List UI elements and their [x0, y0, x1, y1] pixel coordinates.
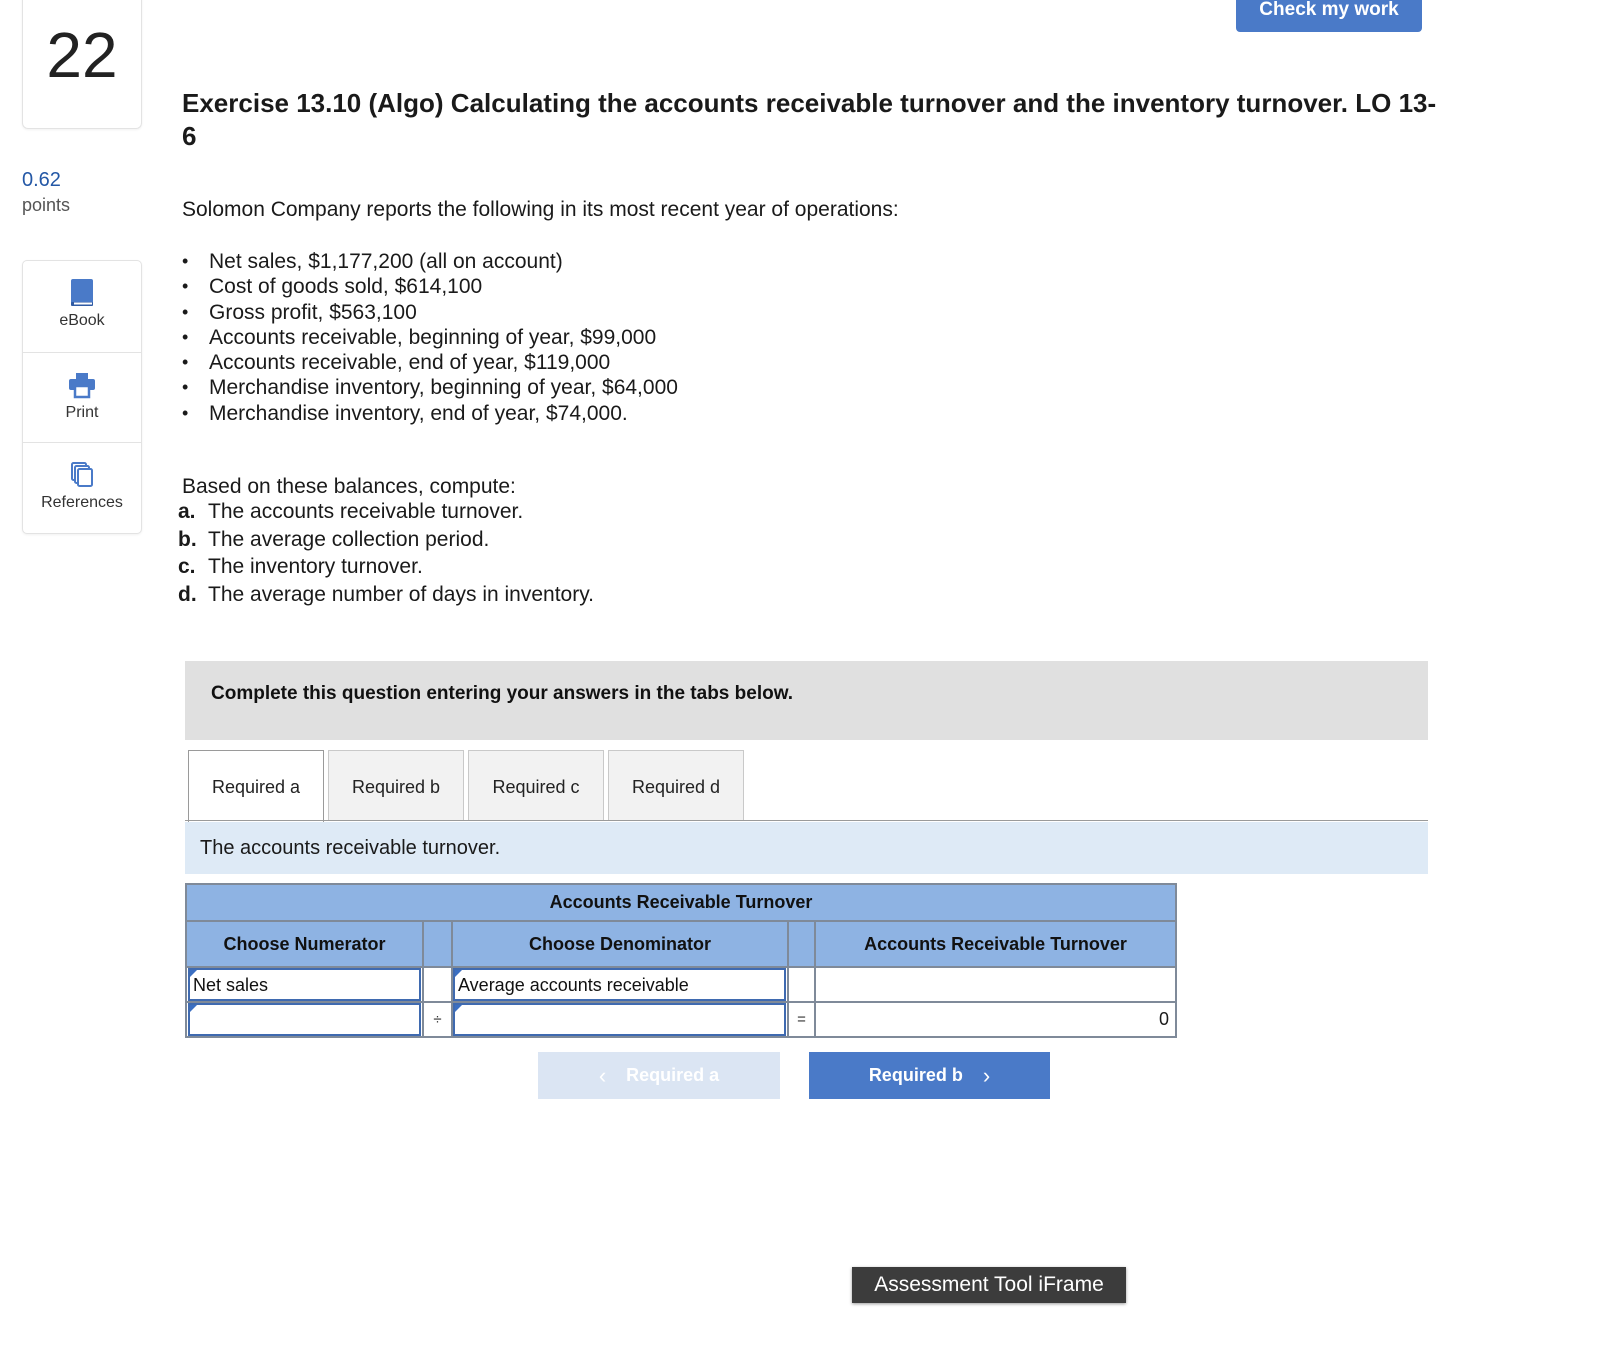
list-item: • Gross profit, $563,100 — [182, 300, 678, 325]
tab-required-c[interactable]: Required c — [468, 750, 604, 821]
tab-required-d[interactable]: Required d — [608, 750, 744, 821]
exercise-title: Exercise 13.10 (Algo) Calculating the accounts receivable turnover and the inventory turnover. LO 13-6 — [182, 88, 1437, 151]
print-button[interactable] — [23, 352, 141, 443]
chevron-right-icon: › — [982, 1063, 991, 1088]
header-divide-spacer — [424, 922, 451, 966]
input-indicator-icon — [190, 1005, 197, 1012]
ar-turnover-table — [185, 883, 1177, 1038]
print-label: Print — [65, 404, 99, 421]
points-value: 0.62 — [22, 169, 61, 191]
tab-required-b[interactable]: Required b — [328, 750, 464, 821]
result-value-row2: 0 — [1158, 1009, 1169, 1029]
requirement-item: d. The average number of days in inventory. — [178, 582, 594, 606]
intro-text: Solomon Company reports the following in its most recent year of operations: — [182, 198, 899, 221]
denominator-select-row1[interactable] — [453, 968, 786, 1001]
list-item: • Cost of goods sold, $614,100 — [182, 274, 678, 299]
next-requirement-button[interactable] — [809, 1052, 1050, 1099]
instructions-banner — [185, 661, 1428, 740]
printer-icon — [67, 370, 97, 400]
table-caption: Accounts Receivable Turnover — [187, 885, 1175, 920]
compute-intro: Based on these balances, compute: — [182, 475, 516, 498]
dropdown-indicator-icon — [190, 970, 197, 977]
banner-text: Complete this question entering your answers in the tabs below. — [211, 683, 794, 704]
tab-divider — [185, 820, 1428, 821]
check-my-work-button[interactable]: Check my work — [1236, 0, 1422, 32]
question-number-box — [22, 0, 142, 129]
previous-label: Required a — [626, 1065, 720, 1085]
requirements-list — [178, 500, 594, 610]
list-item: • Accounts receivable, beginning of year, $99,000 — [182, 325, 678, 350]
header-result: Accounts Receivable Turnover — [816, 922, 1175, 966]
dropdown-indicator-icon — [455, 970, 462, 977]
list-item: • Accounts receivable, end of year, $119,000 — [182, 350, 678, 375]
header-numerator: Choose Numerator — [187, 922, 422, 966]
result-label-row1 — [816, 968, 1175, 1001]
equals-operator: = — [797, 1011, 806, 1028]
chevron-left-icon: ‹ — [598, 1063, 607, 1088]
denominator-input-row2[interactable] — [453, 1003, 786, 1036]
ebook-label: eBook — [59, 312, 105, 329]
requirement-item: b. The average collection period. — [178, 527, 490, 551]
requirement-item: c. The inventory turnover. — [178, 555, 423, 578]
numerator-value: Net sales — [193, 975, 269, 995]
previous-requirement-button[interactable] — [538, 1052, 780, 1099]
copy-documents-icon — [67, 460, 97, 490]
header-equals-spacer — [789, 922, 814, 966]
references-button[interactable] — [23, 442, 141, 533]
denominator-value: Average accounts receivable — [458, 975, 689, 995]
divide-operator: ÷ — [433, 1011, 442, 1028]
facts-list — [182, 249, 678, 426]
assessment-iframe-label: Assessment Tool iFrame — [852, 1267, 1126, 1303]
input-indicator-icon — [455, 1005, 462, 1012]
tab-description-text: The accounts receivable turnover. — [200, 837, 501, 859]
tab-required-a[interactable]: Required a — [188, 750, 324, 823]
numerator-input-row2[interactable] — [188, 1003, 421, 1036]
ebook-button[interactable] — [23, 261, 141, 351]
question-number: 22 — [46, 19, 118, 91]
next-label: Required b — [868, 1065, 963, 1085]
points-label: points — [22, 195, 71, 215]
header-denominator: Choose Denominator — [453, 922, 787, 966]
book-icon — [67, 278, 97, 308]
numerator-select-row1[interactable] — [188, 968, 421, 1001]
list-item: • Merchandise inventory, beginning of year, $64,000 — [182, 375, 678, 400]
list-item: • Merchandise inventory, end of year, $74,000. — [182, 401, 678, 426]
tools-panel — [22, 260, 142, 534]
tab-description — [185, 822, 1428, 874]
references-label: References — [41, 494, 123, 511]
list-item: • Net sales, $1,177,200 (all on account) — [182, 249, 678, 274]
requirement-item: a. The accounts receivable turnover. — [178, 500, 524, 523]
